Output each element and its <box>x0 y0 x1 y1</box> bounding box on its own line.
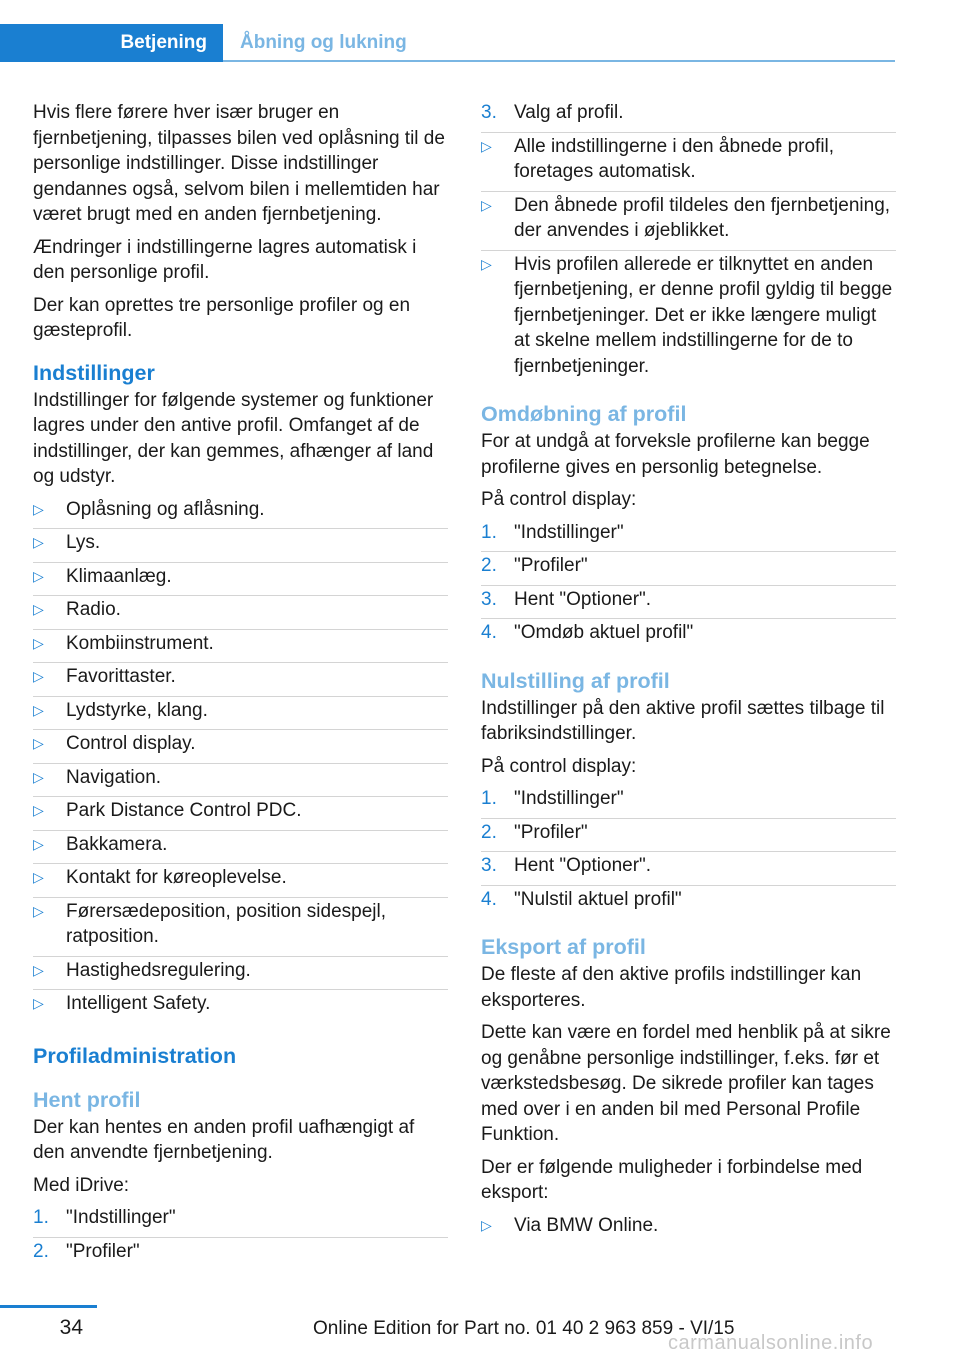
list-item: ▷ Lys. <box>33 530 448 563</box>
hent-profil-text: Der kan hentes en anden profil uafhængigt af den anvendte fjernbetjening. <box>33 1116 415 1163</box>
edition-note: Online Edition for Part no. 01 40 2 963 859 - VI/15 <box>313 1318 735 1339</box>
list-item: ▷ Park Distance Control PDC. <box>33 798 448 831</box>
step-item: 3. Hent "Optioner". <box>481 587 896 620</box>
section-tab-subsection: Åbning og lukning <box>240 32 407 53</box>
settings-text: Indstillinger for følgende systemer og funktioner lagres under den antive profil. Omfanget af de indstillinger, der kan gemmes, afhænger af land og udstyr. <box>33 389 434 487</box>
hent-steps <box>33 1205 448 1270</box>
list-item: ▷ Oplåsning og aflåsning. <box>33 497 448 530</box>
right-column <box>481 100 896 1254</box>
triangle-right-icon: ▷ <box>481 255 492 272</box>
triangle-right-icon: ▷ <box>33 500 44 517</box>
reset-on: På control display: <box>481 755 637 777</box>
step-item: 1. "Indstillinger" <box>33 1205 448 1238</box>
step-item: 4. "Omdøb aktuel profil" <box>481 622 694 643</box>
export-list <box>481 1213 896 1245</box>
triangle-right-icon: ▷ <box>33 601 44 617</box>
triangle-right-icon: ▷ <box>33 567 44 584</box>
list-item: ▷ Hvis profilen allerede er tilknyttet en anden fjernbetjening, er denne profil gyldig til begge fjernbetjeninger. Det er ikke længere muligt at skelne mellem indstillingerne for de to fjernbetjeninger. <box>481 253 893 377</box>
list-item: ▷ Klimaanlæg. <box>33 564 448 597</box>
watermark: carmanualsonline.info <box>668 1332 874 1354</box>
triangle-right-icon: ▷ <box>481 1216 492 1233</box>
triangle-right-icon: ▷ <box>33 534 44 550</box>
header-rule <box>223 60 895 62</box>
list-item: ▷ Favorittaster. <box>33 664 448 697</box>
export-heading: Eksport af profil <box>481 935 646 959</box>
rename-text: For at undgå at forveksle profilerne kan begge profilerne gives en personlig betegnelse. <box>481 431 870 478</box>
triangle-right-icon: ▷ <box>481 196 492 213</box>
step-item: 3. Valg af profil. <box>481 100 896 133</box>
triangle-right-icon: ▷ <box>33 668 44 684</box>
settings-heading: Indstillinger <box>33 360 155 385</box>
step-item: 4. "Nulstil aktuel profil" <box>481 888 682 910</box>
list-item: ▷ Den åbnede profil tildeles den fjernbetjening, der anvendes i øjeblikket. <box>481 193 896 251</box>
page-header <box>0 0 895 62</box>
triangle-right-icon: ▷ <box>33 634 44 651</box>
list-item: ▷ Hastighedsregulering. <box>33 958 448 991</box>
page-number: 34 <box>59 1316 83 1339</box>
step-item: 2. "Profiler" <box>33 1240 140 1262</box>
triangle-right-icon: ▷ <box>33 902 44 919</box>
triangle-right-icon: ▷ <box>33 869 44 885</box>
rename-on: På control display: <box>481 489 637 510</box>
triangle-right-icon: ▷ <box>33 835 44 852</box>
step-item: 2. "Profiler" <box>481 553 896 586</box>
admin-heading: Profiladministration <box>33 1043 237 1068</box>
list-item: ▷ Bakkamera. <box>33 832 448 865</box>
rename-steps <box>481 520 896 652</box>
triangle-right-icon: ▷ <box>481 137 492 154</box>
triangle-right-icon: ▷ <box>33 802 44 818</box>
export-paragraph: Dette kan være en fordel med henblik på at sikre og genåbne personlige indstillinger, f.eks. før et værkstedsbesøg. De sikrede profiler kan tages med over i en anden bil med Personal Profile Funktion. <box>481 1022 891 1145</box>
intro-paragraph: Hvis flere førere hver især bruger en fjernbetjening, tilpasses bilen ved oplåsning til de personlige indstillinger. Disse indstillinger gendannes også, selvom bilen i mellemtiden har været brugt med en anden fjernbetjening. <box>33 102 445 225</box>
reset-text: Indstillinger på den aktive profil sættes tilbage til fabriksindstillinger. <box>481 697 885 744</box>
step-item: 1. "Indstillinger" <box>481 786 896 819</box>
export-paragraph: De fleste af den aktive profils indstillinger kan eksporteres. <box>481 964 862 1011</box>
list-item: ▷ Radio. <box>33 597 448 630</box>
list-item: ▷ Alle indstillingerne i den åbnede profil, foretages automatisk. <box>481 134 896 192</box>
export-paragraph: Der er følgende muligheder i forbindelse med eksport: <box>481 1156 863 1203</box>
list-item: ▷ Kontakt for køreoplevelse. <box>33 865 448 898</box>
list-item: ▷ Intelligent Safety. <box>33 991 448 1023</box>
reset-steps <box>481 786 896 918</box>
reset-heading: Nulstilling af profil <box>481 668 670 693</box>
footer-rule <box>0 1305 97 1308</box>
intro-paragraph: Ændringer i indstillingerne lagres automatisk i den personlige profil. <box>33 236 417 283</box>
section-tab-active: Betjening <box>0 24 223 62</box>
hent-profil-heading: Hent profil <box>33 1087 141 1112</box>
list-item: ▷ Førersædeposition, position sidespejl, ratposition. <box>33 899 448 957</box>
list-item: ▷ Kombiinstrument. <box>33 631 448 664</box>
hent-steps-continued <box>481 100 896 385</box>
left-column <box>33 100 448 1280</box>
list-item: ▷ Control display. <box>33 731 448 764</box>
step-item: 2. "Profiler" <box>481 820 896 853</box>
list-item: ▷ Lydstyrke, klang. <box>33 698 448 731</box>
triangle-right-icon: ▷ <box>33 961 44 978</box>
triangle-right-icon: ▷ <box>33 701 44 718</box>
step-item: 1. "Indstillinger" <box>481 520 896 553</box>
triangle-right-icon: ▷ <box>33 768 44 785</box>
triangle-right-icon: ▷ <box>33 735 44 751</box>
list-item: ▷ Navigation. <box>33 765 448 798</box>
rename-heading: Omdøbning af profil <box>481 402 687 426</box>
triangle-right-icon: ▷ <box>33 995 44 1011</box>
hent-profil-with: Med iDrive: <box>33 1174 130 1196</box>
settings-list <box>33 497 448 1023</box>
list-item: ▷ Via BMW Online. <box>481 1213 896 1245</box>
intro-paragraph: Der kan oprettes tre personlige profiler og en gæsteprofil. <box>33 294 411 341</box>
step-item: 3. Hent "Optioner". <box>481 853 896 886</box>
